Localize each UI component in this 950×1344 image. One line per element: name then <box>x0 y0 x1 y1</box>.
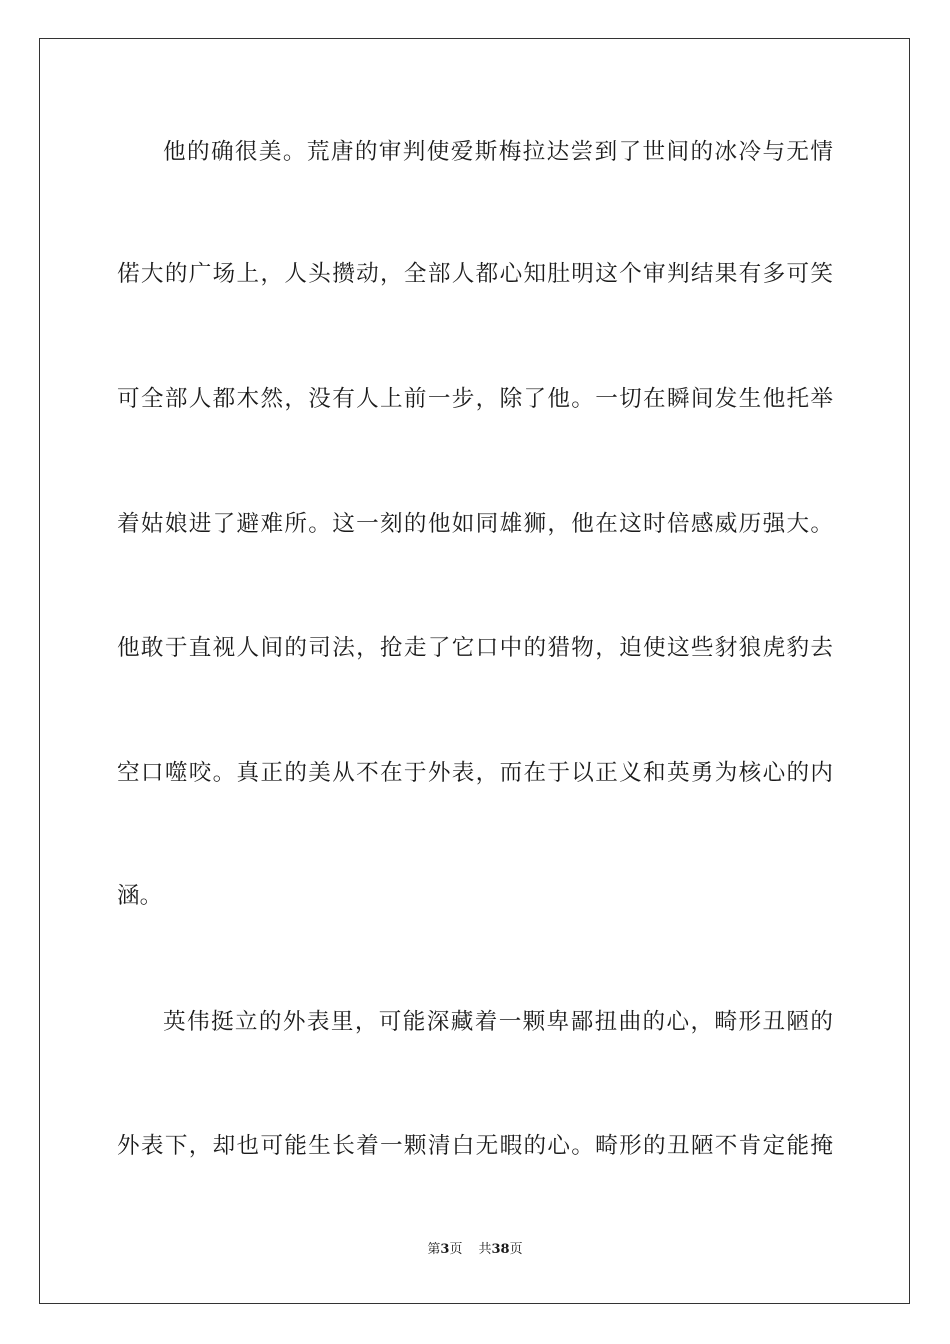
text-line-8: 英伟挺立的外表里，可能深藏着一颗卑鄙扭曲的心，畸形丑陋的 <box>163 1009 833 1035</box>
text-line-3: 可全部人都木然，没有人上前一步，除了他。一切在瞬间发生他托举 <box>117 386 833 412</box>
text-line-2: 偌大的广场上，人头攒动，全部人都心知肚明这个审判结果有多可笑 <box>117 261 833 287</box>
text-line-9: 外表下，却也可能生长着一颗清白无暇的心。畸形的丑陋不肯定能掩 <box>117 1133 833 1159</box>
text-line-7: 涵。 <box>117 883 163 909</box>
footer-total-pages: 38 <box>491 1242 510 1257</box>
footer-total-suffix: 页 <box>509 1242 523 1257</box>
footer-page-prefix: 第 <box>427 1242 441 1257</box>
text-line-6: 空口噬咬。真正的美从不在于外表，而在于以正义和英勇为核心的内 <box>117 760 833 786</box>
footer-total-prefix: 共 <box>478 1242 492 1257</box>
text-line-5: 他敢于直视人间的司法，抢走了它口中的猎物，迫使这些豺狼虎豹去 <box>117 635 833 661</box>
footer-page-number: 3 <box>440 1242 450 1257</box>
text-line-4: 着姑娘进了避难所。这一刻的他如同雄狮，他在这时倍感威历强大。 <box>117 511 833 537</box>
text-line-1: 他的确很美。荒唐的审判使爱斯梅拉达尝到了世间的冰冷与无情 <box>163 139 833 165</box>
footer-page-suffix: 页 <box>449 1242 463 1257</box>
page-border <box>39 38 910 1304</box>
page-footer <box>0 1241 950 1259</box>
